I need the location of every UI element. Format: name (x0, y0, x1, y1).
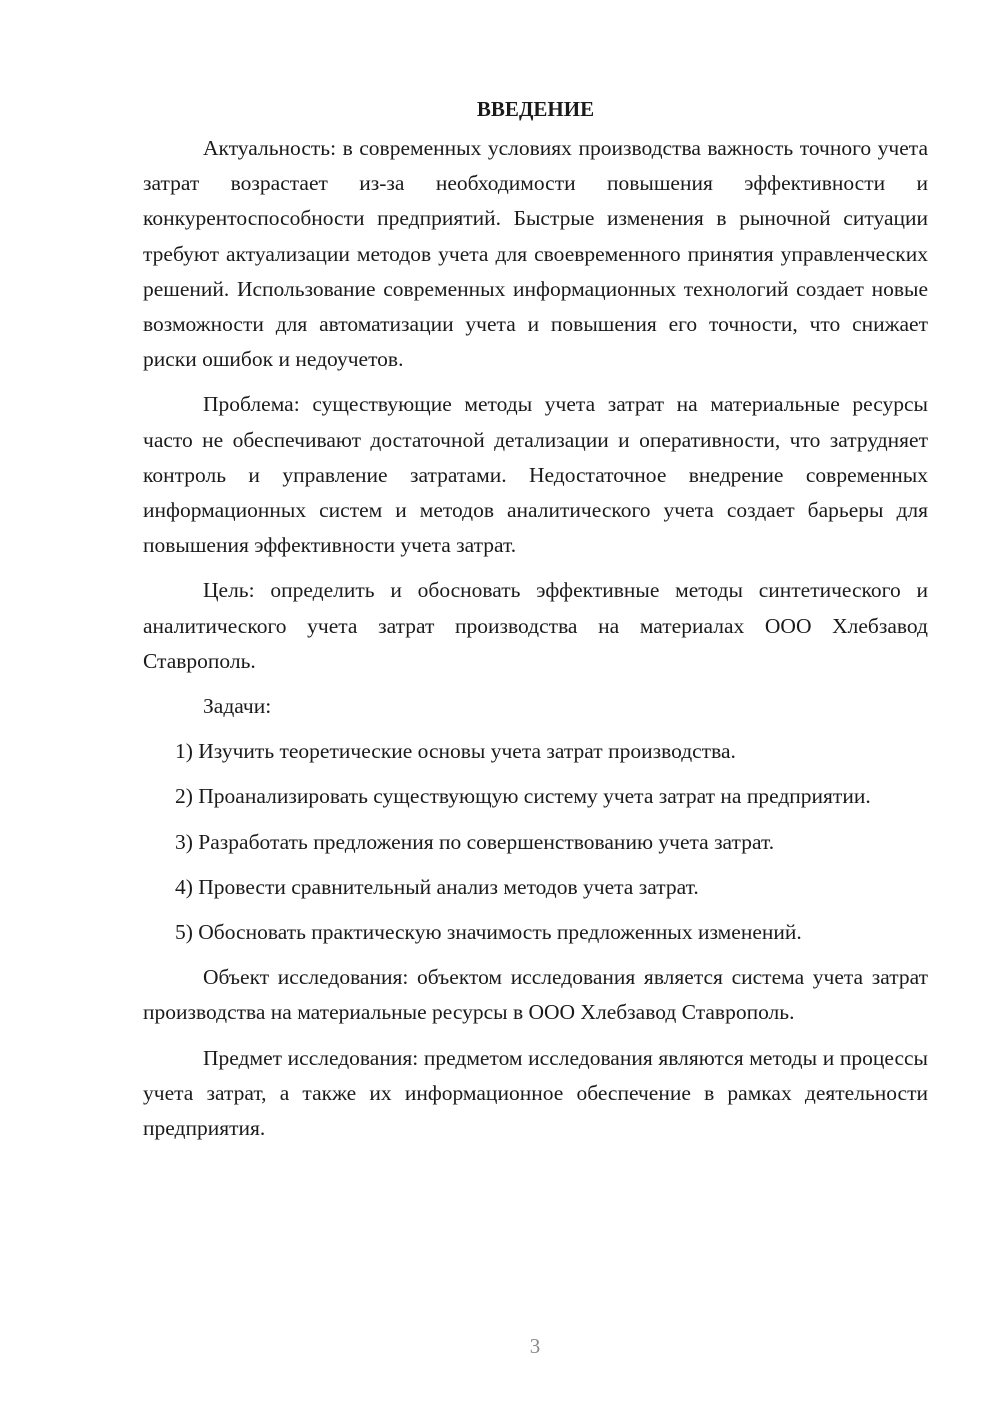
task-item: 5) Обосновать практическую значимость предложенных изменений. (175, 920, 802, 945)
tasks-label: Задачи: (203, 694, 272, 719)
tasks-list (143, 734, 928, 950)
problem-paragraph: Проблема: существующие методы учета затрат на материальные ресурсы часто не обеспечивают достаточной детализации и оперативности, что затрудняет контроль и управление затратами. Недостаточное внедрение современных информационных систем и методов аналитического учета создает барьеры для повышения эффективности учета затрат. (143, 392, 928, 558)
task-item: 2) Проанализировать существующую систему учета затрат на предприятии. (175, 784, 871, 809)
subject-paragraph: Предмет исследования: предметом исследования являются методы и процессы учета затрат, а также их информационное обеспечение в рамках деятельности предприятия. (143, 1045, 928, 1141)
relevance-paragraph: Актуальность: в современных условиях производства важность точного учета затрат возрастает из-за необходимости повышения эффективности и конкурентоспособности предприятий. Быстрые изменения в рыночной ситуации требуют актуализации методов учета для своевременного принятия управленческих решений. Использование современных информационных технологий создает новые возможности для автоматизации учета и повышения его точности, что снижает риски ошибок и недоучетов. (143, 136, 928, 372)
task-item: 3) Разработать предложения по совершенствованию учета затрат. (175, 829, 775, 854)
goal-paragraph: Цель: определить и обосновать эффективные методы синтетического и аналитического учета затрат производства на материалах ООО Хлебзавод Ставрополь. (143, 578, 928, 673)
task-item: 1) Изучить теоретические основы учета затрат производства. (175, 739, 736, 764)
document-page (143, 92, 928, 1156)
page-title: ВВЕДЕНИЕ (476, 97, 595, 121)
object-paragraph: Объект исследования: объектом исследования является система учета затрат производства на материальные ресурсы в ООО Хлебзавод Ставрополь. (143, 965, 928, 1025)
page-number: 3 (529, 1334, 541, 1358)
task-item: 4) Провести сравнительный анализ методов учета затрат. (175, 874, 699, 899)
